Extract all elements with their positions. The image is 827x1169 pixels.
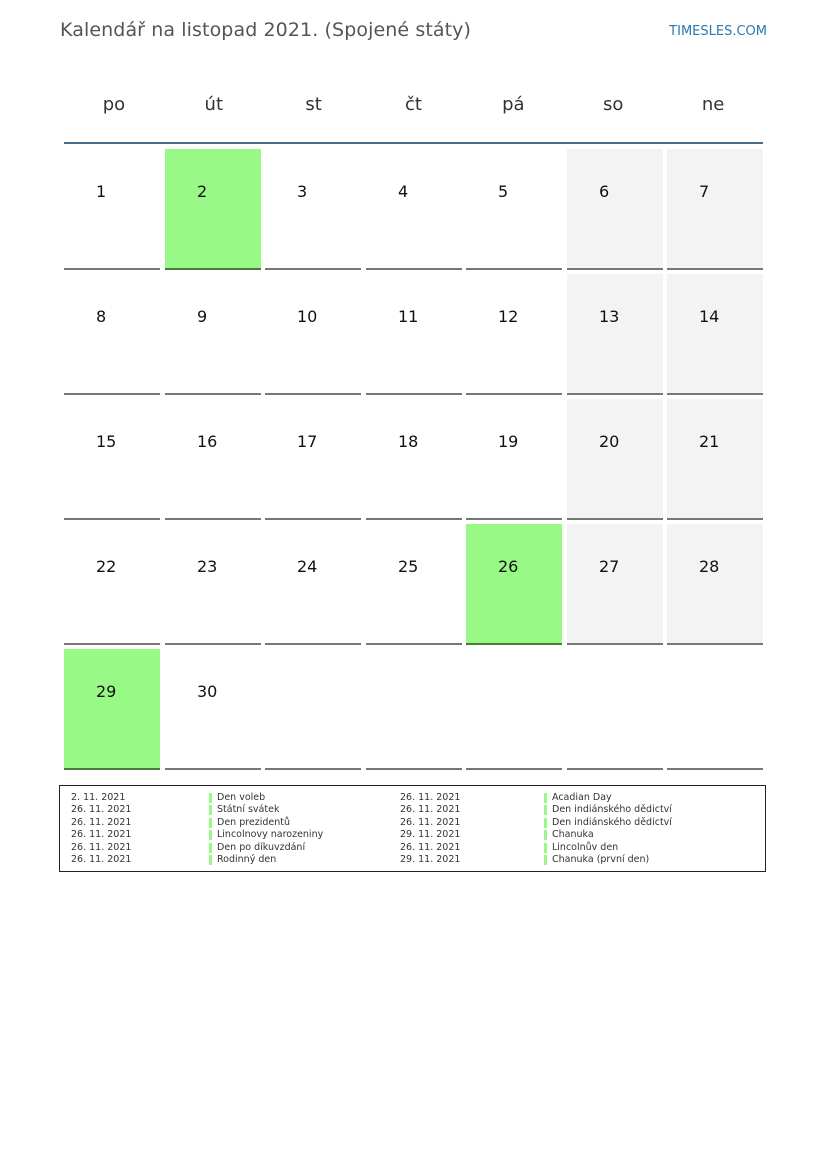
holiday-date: 26. 11. 2021 (400, 792, 461, 803)
holiday-marker-icon (544, 843, 547, 853)
holiday-name: Den prezidentů (217, 816, 291, 828)
calendar-day[interactable] (265, 149, 361, 270)
calendar-day[interactable] (366, 524, 462, 645)
holiday-marker-icon (544, 793, 547, 803)
day-number: 30 (197, 682, 218, 701)
holiday-marker-icon (544, 818, 547, 828)
calendar-day[interactable] (667, 649, 763, 770)
legend-column-left (71, 792, 401, 866)
calendar-day[interactable] (265, 524, 361, 645)
holiday-date: 26. 11. 2021 (71, 829, 132, 841)
calendar-day[interactable] (165, 649, 261, 770)
holiday-marker-icon (544, 805, 547, 815)
calendar-day[interactable] (265, 649, 361, 770)
legend-row (71, 804, 401, 816)
calendar-day[interactable] (667, 149, 763, 270)
weekday-label: út (204, 94, 223, 115)
legend-row (400, 817, 760, 829)
calendar-day[interactable] (567, 274, 663, 395)
day-number: 13 (599, 307, 620, 326)
holiday-date: 26. 11. 2021 (400, 804, 461, 816)
weekday-label: čt (405, 94, 422, 115)
holiday-name: Chanuka (první den) (552, 853, 650, 865)
holiday-date: 29. 11. 2021 (400, 829, 461, 841)
weekday-label: pá (502, 94, 525, 115)
weekday-label: st (305, 94, 322, 115)
calendar-day[interactable] (366, 149, 462, 270)
calendar-day[interactable] (366, 274, 462, 395)
day-number: 11 (398, 307, 419, 326)
day-number: 20 (599, 432, 620, 451)
day-number: 4 (398, 182, 409, 201)
calendar-day[interactable] (265, 399, 361, 520)
calendar-day[interactable] (567, 149, 663, 270)
calendar-day[interactable] (667, 274, 763, 395)
calendar-day[interactable] (165, 524, 261, 645)
holiday-marker-icon (544, 830, 547, 840)
calendar-day[interactable] (64, 274, 160, 395)
calendar-day[interactable] (64, 149, 160, 270)
holiday-marker-icon (209, 805, 212, 815)
holiday-name: Lincolnovy narozeniny (217, 829, 324, 841)
header-divider (64, 142, 763, 144)
day-number: 2 (197, 182, 208, 201)
holiday-date: 2. 11. 2021 (71, 792, 126, 803)
calendar-day[interactable] (567, 399, 663, 520)
holiday-name: Den indiánského dědictví (552, 804, 672, 816)
day-number: 26 (498, 557, 519, 576)
day-number: 18 (398, 432, 419, 451)
holiday-name: Rodinný den (217, 853, 277, 865)
holiday-marker-icon (544, 855, 547, 865)
holiday-date: 26. 11. 2021 (400, 816, 461, 828)
weekday-header (64, 90, 763, 120)
holiday-date: 29. 11. 2021 (400, 853, 461, 865)
day-number: 3 (297, 182, 308, 201)
weekday-label: so (603, 94, 624, 115)
calendar-day[interactable] (667, 399, 763, 520)
holiday-marker-icon (209, 793, 212, 803)
legend-row (400, 842, 760, 854)
holiday-date: 26. 11. 2021 (71, 853, 132, 865)
holiday-marker-icon (209, 830, 212, 840)
holiday-name: Lincolnův den (552, 841, 619, 853)
legend-row (400, 829, 760, 841)
calendar-day-holiday[interactable] (466, 524, 562, 645)
day-number: 15 (96, 432, 117, 451)
holiday-name: Den voleb (217, 792, 266, 803)
day-number: 12 (498, 307, 519, 326)
legend-row (71, 829, 401, 841)
day-number: 24 (297, 557, 318, 576)
calendar-day[interactable] (466, 399, 562, 520)
day-number: 8 (96, 307, 107, 326)
legend-row (400, 854, 760, 866)
calendar-day[interactable] (667, 524, 763, 645)
calendar-day[interactable] (165, 274, 261, 395)
holiday-legend (59, 785, 766, 872)
day-number: 23 (197, 557, 218, 576)
day-number: 29 (96, 682, 117, 701)
day-number: 7 (699, 182, 710, 201)
calendar-day[interactable] (466, 649, 562, 770)
day-number: 25 (398, 557, 419, 576)
calendar-day-holiday[interactable] (165, 149, 261, 270)
calendar-day[interactable] (165, 399, 261, 520)
holiday-date: 26. 11. 2021 (400, 841, 461, 853)
calendar-day[interactable] (366, 649, 462, 770)
page-title: Kalendář na listopad 2021. (Spojené státy) (60, 19, 472, 41)
weekday-label: po (102, 94, 126, 115)
day-number: 21 (699, 432, 720, 451)
day-number: 14 (699, 307, 720, 326)
calendar-day[interactable] (567, 649, 663, 770)
calendar-day[interactable] (265, 274, 361, 395)
legend-row (71, 792, 401, 804)
day-number: 9 (197, 307, 208, 326)
calendar-day[interactable] (64, 524, 160, 645)
holiday-marker-icon (209, 855, 212, 865)
holiday-name: Den indiánského dědictví (552, 816, 672, 828)
calendar-day[interactable] (64, 399, 160, 520)
calendar-day[interactable] (366, 399, 462, 520)
legend-row (71, 854, 401, 866)
holiday-name: Acadian Day (552, 792, 612, 803)
holiday-date: 26. 11. 2021 (71, 816, 132, 828)
day-number: 17 (297, 432, 318, 451)
day-number: 16 (197, 432, 218, 451)
holiday-date: 26. 11. 2021 (71, 841, 132, 853)
legend-row (400, 792, 760, 804)
calendar-day[interactable] (567, 524, 663, 645)
legend-column-right (400, 792, 760, 866)
holiday-name: Státní svátek (217, 804, 280, 816)
holiday-marker-icon (209, 843, 212, 853)
day-number: 28 (699, 557, 720, 576)
weekday-label: ne (701, 94, 725, 115)
day-number: 1 (96, 182, 107, 201)
legend-row (400, 804, 760, 816)
holiday-name: Den po díkuvzdání (217, 841, 306, 853)
calendar-day[interactable] (466, 149, 562, 270)
holiday-name: Chanuka (552, 829, 594, 841)
legend-row (71, 842, 401, 854)
day-number: 22 (96, 557, 117, 576)
day-number: 19 (498, 432, 519, 451)
day-number: 27 (599, 557, 620, 576)
holiday-marker-icon (209, 818, 212, 828)
day-number: 10 (297, 307, 318, 326)
brand-link[interactable]: TIMESLES.COM (669, 24, 767, 39)
day-number: 6 (599, 182, 610, 201)
calendar-day[interactable] (466, 274, 562, 395)
day-number: 5 (498, 182, 509, 201)
calendar-day-holiday[interactable] (64, 649, 160, 770)
holiday-date: 26. 11. 2021 (71, 804, 132, 816)
legend-row (71, 817, 401, 829)
